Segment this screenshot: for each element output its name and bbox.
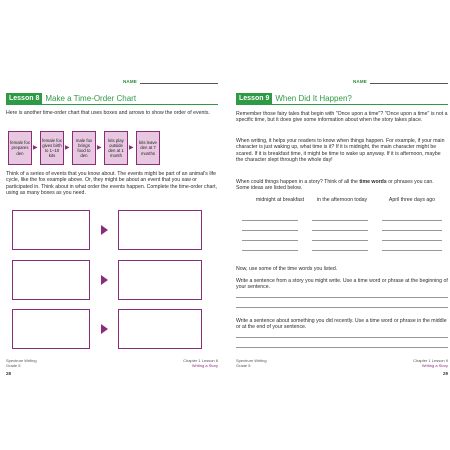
intro-paragraph: Remember those fairy tales that begin with "Once upon a time"? "Once upon a time" is not a specific time, but it does give some information about when the story takes place. [236, 111, 448, 124]
chart-box: female fox gives birth to 1–10 kits [40, 131, 64, 165]
footer-chapter: Chapter 1 Lesson 9 [413, 358, 448, 363]
right-page [236, 78, 448, 376]
instructions-text: Think of a series of events that you know about. The events might be part of an animal's life cycle, like the fox example above. Or, they might be about an event that you saw or participated in. Think about in what order the events happen. Complete the time-order chart, using as many boxes as you need. [6, 171, 217, 196]
answer-line[interactable] [382, 250, 442, 251]
explanation-paragraph: When writing, it helps your readers to know when things happen. For example, if your main character is just waking up, what time is it? If it is midnight, the main character might be scared. If it is breakfast time, it might be time to wake up anyway. If it is afternoon, maybe the character slept through the whole day! [236, 138, 445, 163]
example-time-words: midnight at breakfast [255, 197, 305, 203]
name-label: NAME [352, 79, 367, 84]
footer-chapter: Chapter 1 Lesson 8 [183, 358, 218, 363]
answer-line[interactable] [382, 230, 442, 231]
prompt-text: When could things happen in a story? Think of all the [236, 179, 360, 185]
lesson-title: Make a Time-Order Chart [45, 93, 137, 103]
name-blank[interactable] [140, 78, 218, 84]
lesson-badge: Lesson 9 [236, 93, 272, 104]
arrow-right-icon [101, 324, 108, 334]
page-number: 28 [6, 371, 12, 376]
answer-line[interactable] [312, 220, 368, 221]
arrow-right-icon: ▶ [33, 145, 38, 151]
lesson-header [236, 92, 448, 105]
answer-line[interactable] [236, 307, 448, 308]
footer-left [236, 358, 267, 368]
answer-line[interactable] [382, 220, 442, 221]
writing-box[interactable] [118, 210, 202, 250]
arrow-right-icon [101, 275, 108, 285]
answer-line[interactable] [312, 250, 368, 251]
name-blank[interactable] [370, 78, 448, 84]
footer-section: Writing a Story [421, 363, 448, 368]
arrow-right-icon: ▶ [65, 145, 70, 151]
footer-book: Spectrum Writing [6, 358, 37, 363]
chart-box: female fox prepares den [8, 131, 32, 165]
answer-line[interactable] [236, 337, 448, 338]
writing-box[interactable] [12, 210, 90, 250]
answer-line[interactable] [242, 250, 298, 251]
answer-line[interactable] [312, 230, 368, 231]
writing-box[interactable] [118, 260, 202, 300]
footer-right [413, 358, 448, 368]
writing-box[interactable] [12, 309, 90, 349]
prompt-text-end: or phrases you can. Some ideas are listed below. [236, 179, 434, 192]
lesson-badge: Lesson 8 [6, 93, 42, 104]
time-words-bold: time words [359, 179, 387, 185]
answer-line[interactable] [236, 347, 448, 348]
answer-line[interactable] [382, 240, 442, 241]
footer-grade: Grade 5 [6, 363, 21, 368]
footer-book: Spectrum Writing [236, 358, 267, 363]
footer-right [183, 358, 218, 368]
writing-box[interactable] [118, 309, 202, 349]
page-number: 29 [442, 371, 448, 376]
chart-box: male fox brings food to den [72, 131, 96, 165]
arrow-right-icon [101, 225, 108, 235]
arrow-right-icon: ▶ [97, 145, 102, 151]
answer-line[interactable] [236, 297, 448, 298]
footer-section: Writing a Story [191, 363, 218, 368]
chart-box: kits play outside den at 1 month [104, 131, 128, 165]
sentence-prompt-1: Write a sentence from a story you might write. Use a time word or phrase at the beginning of your sentence. [236, 278, 448, 291]
footer-left [6, 358, 37, 368]
lesson-header [6, 92, 218, 105]
example-time-words: in the afternoon today [316, 197, 368, 203]
sentence-prompt-2: Write a sentence about something you did recently. Use a time word or phrase in the middle or at the end of your sentence. [236, 318, 447, 331]
name-line [353, 78, 448, 84]
name-line [123, 78, 218, 84]
intro-text: Here is another time-order chart that uses boxes and arrows to show the order of events. [6, 110, 210, 116]
arrow-right-icon: ▶ [129, 145, 134, 151]
writing-box[interactable] [12, 260, 90, 300]
time-words-prompt [236, 179, 448, 192]
instruction-use-words: Now, use some of the time words you listed. [236, 266, 338, 272]
footer-grade: Grade 5 [236, 363, 251, 368]
answer-line[interactable] [242, 220, 298, 221]
name-label: NAME [122, 79, 137, 84]
answer-line[interactable] [242, 230, 298, 231]
answer-line[interactable] [312, 240, 368, 241]
chart-box: kits leave den at 7 months [136, 131, 160, 165]
lesson-title: When Did It Happen? [275, 93, 352, 103]
left-page [6, 78, 218, 376]
example-time-words: April three days ago [388, 197, 436, 203]
answer-line[interactable] [242, 240, 298, 241]
